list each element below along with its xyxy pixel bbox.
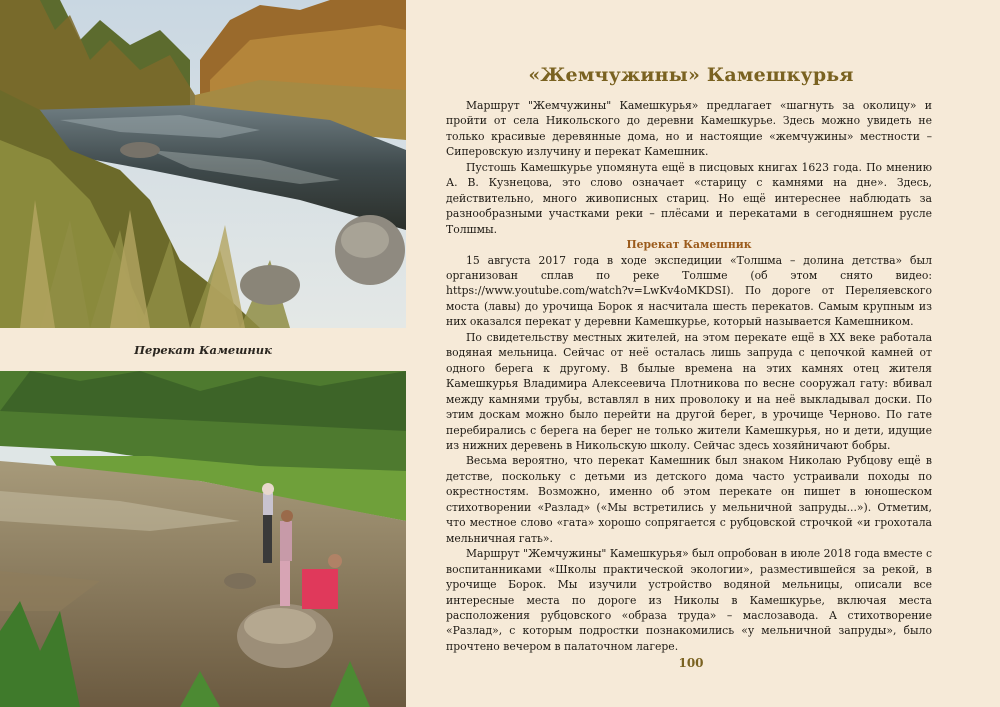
paragraph: Маршрут "Жемчужины" Камешкурья» предлагает «шагнуть за околицу» и пройти от села Никольского до деревни Камешкурье. Здесь можно увидеть не только красивые деревянные дома, но и настоящие «жемчужины» местности – Сиперовскую излучину и перекат Камешник. xyxy=(446,99,932,159)
paragraph: Весьма вероятно, что перекат Камешник был знаком Николаю Рубцову ещё в детстве, поскольку с детьми из детского дома часто устраивали походы по окрестностям. Возможно, именно об этом перекате он пишет в юношеском стихотворении «Разлад» («Мы встретились у мельничной запруды...»). Отметим, что местное слово «гата» хорошо сопрягается с рубцовской строчкой «и грохотала мельничная гать». xyxy=(446,454,932,545)
photo-caption: Перекат Камешник xyxy=(134,342,272,357)
article-title: «Жемчужины» Камешкурья xyxy=(528,64,854,86)
river-rapid-photo xyxy=(0,0,406,328)
paragraph: По свидетельству местных жителей, на этом перекате ещё в XX веке работала водяная мельница. Сейчас от неё осталась лишь запруда с цепочкой камней от одного берега к другому. В былые времена на этих камнях отец жителя Камешкурья Владимира Алексеевича Плотникова по весне сооружал гату: вбивал между камнями трубы, вставлял в них проволоку и на неё выкладывал доски. По этим доскам можно было перейти на другой берег, в урочище Черново. По гате перебирались с берега на берег не только жители Камешкурья, но и дети, идущие из нижних деревень в Никольскую школу. Сейчас здесь хозяйничают бобры. xyxy=(446,330,932,452)
paragraph: Пустошь Камешкурье упомянута ещё в писцовых книгах 1623 года. По мнению А. В. Кузнецова, это слово означает «старицу с камнями на дне». Здесь, действительно, много живописных стариц. Но ещё интереснее наблюдать за разнообразными участками реки – плёсами и перекатами в сегодняшнем русле Толшмы. xyxy=(446,160,932,236)
paragraph: 15 августа 2017 года в ходе экспедиции «Толшма – долина детства» был организован сплав по реке Толшме (об этом снято видео: https://www.youtube.com/watch?v=LwKv4oMKDSI). По дороге от Переляевского моста (лавы) до урочища Борок я насчитала шесть перекатов. Самым крупным из них оказался перекат у деревни Камешкурье, который называется Камешником. xyxy=(446,253,932,329)
paragraph: Маршрут "Жемчужины" Камешкурья» был опробован в июле 2018 года вместе с воспитанниками «Школы практической экологии», разместившейся за рекой, в урочище Борок. Мы изучили устройство водяной мельницы, описали все интересные места по дороге из Николы в Камешкурье, включая места расположения рубцовского «образа труда» – маслозавода. А стихотворение «Разлад», с которым подростки познакомились «у мельничной запруды», было прочтено вечером в палаточном лагере. xyxy=(446,547,932,653)
children-on-river-stones-photo xyxy=(0,371,406,707)
section-subheading: Перекат Камешник xyxy=(626,238,752,252)
article xyxy=(446,0,936,707)
page-number: 100 xyxy=(678,656,704,670)
article-body xyxy=(446,98,932,654)
